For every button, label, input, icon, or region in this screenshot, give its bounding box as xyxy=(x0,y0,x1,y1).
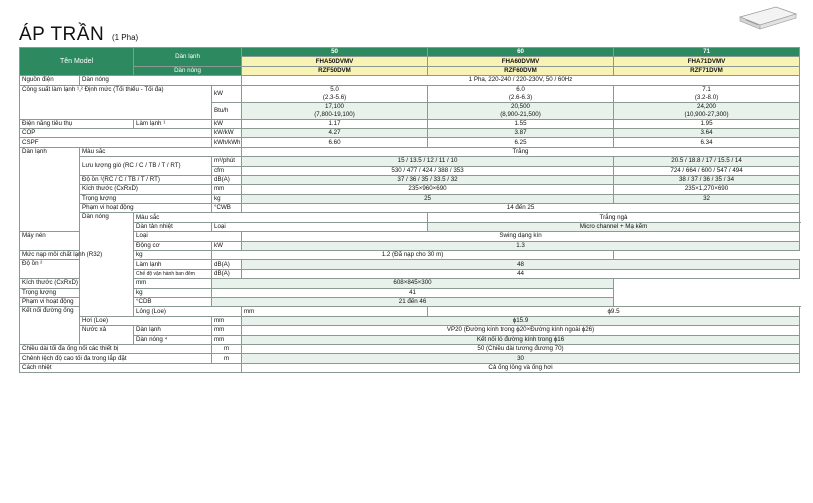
model-label: Tên Model xyxy=(20,48,134,76)
outdoor-coil-row: Dàn tản nhiệt Loại Micro channel + Mạ kẽm xyxy=(20,222,800,231)
outdoor-model-60: RZF60DVM xyxy=(428,66,614,75)
indoor-color-row: Dàn lạnh Màu sắc Trắng xyxy=(20,147,800,156)
indoor-noise-row: Độ ồn ¹(RC / C / TB / T / RT) dB(A) 37 / 36 / 35 / 33.5 / 32 38 / 37 / 36 / 35 / 34 xyxy=(20,175,800,184)
capacity-btu-row: Btu/h 17,100 (7,800-19,100) 20,500 (8,900-21,500) 24,200 (10,900-27,300) xyxy=(20,102,800,119)
insulation-row: Cách nhiệt Cả ống lỏng và ống hơi xyxy=(20,363,800,372)
outdoor-noise-night-row: Chế độ vận hành ban đêm dB(A) 44 xyxy=(20,269,800,278)
outdoor-dimension-row: Kích thước (CxRxD) mm 608×845×300 xyxy=(20,279,800,288)
capacity-71: 71 xyxy=(614,48,800,57)
cspf-row: CSPF kWh/kWh 6.60 6.25 6.34 xyxy=(20,138,800,147)
indoor-dimension-row: Kích thước (CxRxD) mm 235×960×690 235×1,270×690 xyxy=(20,185,800,194)
outdoor-noise-cool-row: Độ ồn ² Làm lạnh dB(A) 48 xyxy=(20,260,800,269)
title-sub: (1 Pha) xyxy=(111,33,139,42)
spec-table xyxy=(19,47,800,373)
max-length-row: Chiều dài tối đa ống nối các thiết bị m 50 (Chiều dài tương đương 70) xyxy=(20,344,800,353)
indoor-airflow-b-row: cfm 530 / 477 / 424 / 388 / 353 724 / 664 / 600 / 547 / 494 xyxy=(20,166,800,175)
outdoor-compressor-row: Máy nén Loại Swing dạng kín xyxy=(20,232,800,241)
indoor-model-60: FHA60DVMV xyxy=(428,57,614,66)
max-height-row: Chênh lệch độ cao tối đa trong lắp đặt m 30 xyxy=(20,354,800,363)
header-capacity-row xyxy=(20,48,800,57)
indoor-model-71: FHA71DVMV xyxy=(614,57,800,66)
indoor-airflow-a-row: Lưu lượng gió (RC / C / TB / T / RT) m³/phút 15 / 13.5 / 12 / 11 / 10 20.5 / 18.8 / 17 / 15.5 / 14 xyxy=(20,157,800,166)
indoor-label: Dàn lạnh xyxy=(134,48,242,67)
power-consumption-row: Điện năng tiêu thụ Làm lạnh ¹ kW 1.17 1.55 1.95 xyxy=(20,119,800,128)
power-row: Nguồn điện Dàn nóng 1 Pha, 220-240 / 220-230V, 50 / 60Hz xyxy=(20,76,800,85)
header-outdoor-row xyxy=(20,66,800,75)
drain-indoor-row: Nước xả Dàn lạnh mm VP20 (Đường kính trong ϕ20×Đường kính ngoài ϕ26) xyxy=(20,326,800,335)
outdoor-refrigerant-row: Mức nạp môi chất lạnh (R32) kg 1.2 (Đã nạp cho 30 m) xyxy=(20,251,800,260)
indoor-weight-row: Trọng lượng kg 25 32 xyxy=(20,194,800,203)
capacity-kw-row: Công suất làm lạnh ¹,² Định mức (Tối thiểu - Tối đa) kW 5.0 (2.3-5.6) 6.0 (2.6-6.3) 7.1 (3.2-8.0) xyxy=(20,85,800,102)
pipe-liquid-row: Kết nối đường ống Lỏng (Loe) mm ϕ9.5 xyxy=(20,307,800,316)
cop-row: COP kW/kW 4.27 3.87 3.64 xyxy=(20,128,800,137)
page-title xyxy=(19,24,138,46)
outdoor-label: Dàn nóng xyxy=(134,66,242,75)
pipe-gas-row: Hơi (Loe) mm ϕ15.9 xyxy=(20,316,800,325)
outdoor-model-71: RZF71DVM xyxy=(614,66,800,75)
indoor-model-50: FHA50DVMV xyxy=(242,57,428,66)
outdoor-range-row: Phạm vi hoạt động °CDB 21 đến 46 xyxy=(20,297,800,306)
drain-outdoor-row: Dàn nóng ⁴ mm Kết nối lỗ đường kính trong ϕ16 xyxy=(20,335,800,344)
indoor-range-row: Phạm vi hoạt động °CWB 14 đến 25 xyxy=(20,204,800,213)
title-main: ÁP TRẦN xyxy=(19,24,105,45)
outdoor-model-50: RZF50DVM xyxy=(242,66,428,75)
capacity-60: 60 xyxy=(428,48,614,57)
outdoor-weight-row: Trọng lượng kg 41 xyxy=(20,288,800,297)
ceiling-unit-icon xyxy=(736,5,798,31)
capacity-50: 50 xyxy=(242,48,428,57)
outdoor-motor-row: Động cơ kW 1.3 xyxy=(20,241,800,250)
outdoor-color-row: Dàn nóng Màu sắc Trắng ngà xyxy=(20,213,800,222)
